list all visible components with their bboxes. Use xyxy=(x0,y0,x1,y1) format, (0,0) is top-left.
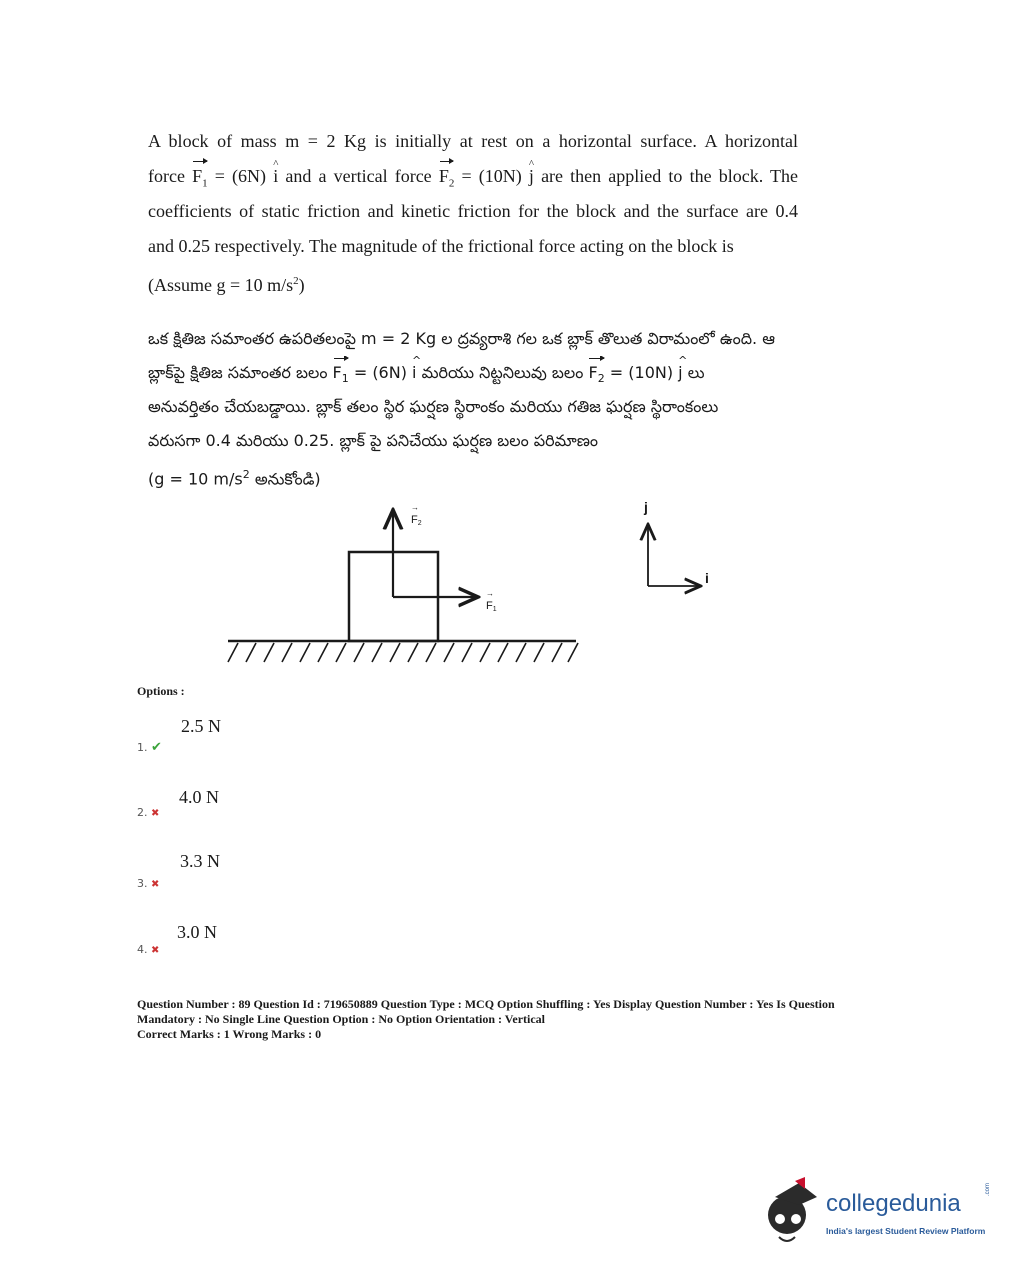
wrong-cross-icon: ✖ xyxy=(151,879,160,890)
logo-tagline: India's largest Student Review Platform xyxy=(826,1226,986,1236)
question-te-line-1: ఒక క్షితిజ సమాంతర ఉపరితలంపై m = 2 Kg ల ద్రవ్యరాశి గల ఒక బ్లాక్ తొలుత విరామంలో ఉంది. ఆ xyxy=(148,329,775,348)
wrong-cross-icon: ✖ xyxy=(151,945,160,956)
meta-line-1: Question Number : 89 Question Id : 719650889 Question Type : MCQ Option Shuffling : Yes Display Question Number : Yes Is Question xyxy=(137,997,835,1011)
option-4-value[interactable]: 3.0 N xyxy=(177,922,217,942)
meta-line-3: Correct Marks : 1 Wrong Marks : 0 xyxy=(137,1027,322,1041)
vector-f1: $F_1$ xyxy=(192,159,208,202)
question-en-line-4: and 0.25 respectively. The magnitude of the frictional force acting on the block is xyxy=(148,236,734,256)
question-te-line-4: వరుసగా 0.4 మరియు 0.25. బ్లాక్ పై పనిచేయు ఘర్షణ బలం పరిమాణం xyxy=(148,431,599,450)
f1-vector-arrow: → xyxy=(486,589,494,598)
question-meta xyxy=(137,997,897,1042)
question-en-line-2: force $F_1 = (6N)$ ^ i and a vertical force $F_2 = (10N)$ ^ j are then applied to the block. The xyxy=(148,159,798,194)
options-label: Options : xyxy=(137,684,185,698)
unit-vector-j: ^ j xyxy=(529,159,534,194)
meta-line-2: Mandatory : No Single Line Question Option : No Option Orientation : Vertical xyxy=(137,1012,546,1026)
option-2-value[interactable]: 4.0 N xyxy=(179,787,219,807)
option-1-number: 1. ✔ xyxy=(137,740,162,755)
correct-check-icon: ✔ xyxy=(151,740,162,755)
unit-vector-i: ^ i xyxy=(273,159,278,194)
question-en-line-5: (Assume g = 10 $m/s^2$) xyxy=(148,275,305,295)
f2-label: F2 xyxy=(411,514,422,527)
axis-j-label: j xyxy=(644,499,648,515)
option-3-number: 3. ✖ xyxy=(137,877,160,890)
axis-i-label: i xyxy=(705,570,709,586)
option-4-number: 4. ✖ xyxy=(137,943,160,956)
option-3-value[interactable]: 3.3 N xyxy=(180,851,220,871)
axes-indicator xyxy=(643,499,709,586)
question-en-line-1: A block of mass m = 2 Kg is initially at rest on a horizontal surface. A horizontal xyxy=(148,131,798,151)
question-te-line-3: అనువర్తితం చేయబడ్డాయి. బ్లాక్ తలం స్థిర ఘర్షణ స్థిరాంకం మరియు గతిజ ఘర్షణ స్థిరాంకంలు xyxy=(148,397,719,416)
option-2-number: 2. ✖ xyxy=(137,806,160,819)
vector-f2-te: $F_2$ xyxy=(588,356,604,390)
vector-f2: $F_2$ xyxy=(439,159,455,202)
wrong-cross-icon: ✖ xyxy=(151,808,160,819)
vector-f1-te: $F_1$ xyxy=(333,356,349,390)
question-te-line-5: (g = 10 $m/s^2$ అనుకోండి) xyxy=(148,468,321,489)
ground-surface xyxy=(228,641,578,662)
logo-com: .com xyxy=(985,1182,991,1196)
f2-vector-arrow: → xyxy=(411,503,419,512)
question-te-line-2: బ్లాక్‌పై క్షితిజ సమాంతర బలం $F_1 = (6N)$ ^ i మరియు నిట్టనిలువు బలం $F_2 = (10N)$ ^ j లు xyxy=(148,356,798,390)
option-1-value[interactable]: 2.5 N xyxy=(181,716,221,736)
question-en-line-3: coefficients of static friction and kinetic friction for the block and the surface are 0.4 xyxy=(148,201,798,221)
logo-name: collegedunia xyxy=(826,1190,961,1217)
f1-label: F1 xyxy=(486,600,497,613)
